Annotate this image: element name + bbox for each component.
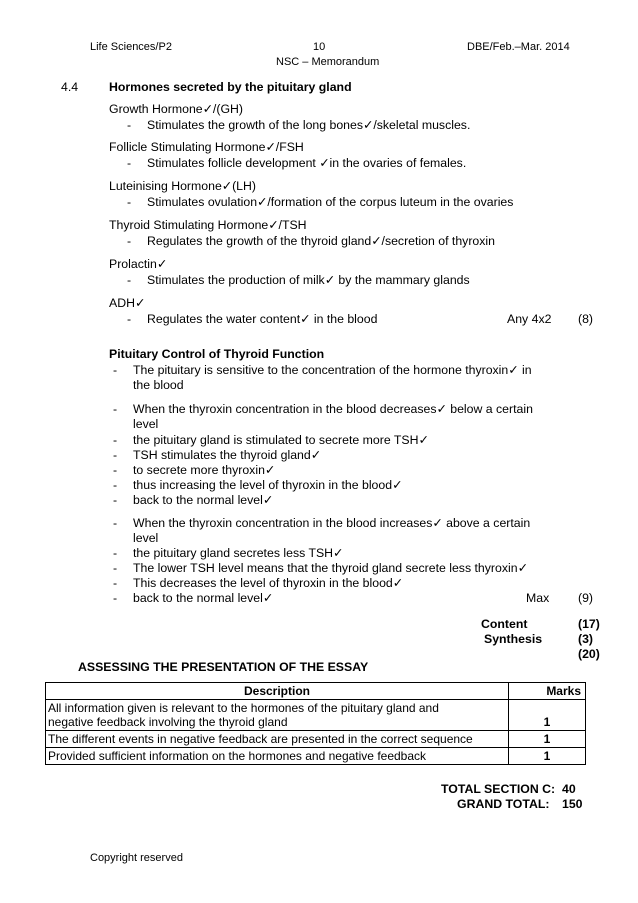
hormone-prolactin-desc: Stimulates the production of milk✓ by the mammary glands <box>147 273 470 287</box>
header-memorandum: NSC – Memorandum <box>276 56 380 68</box>
any-4x2: Any 4x2 <box>507 312 552 326</box>
control-point-11: This decreases the level of thyroxin in the blood✓ <box>133 576 404 590</box>
control-point-1-cont: the blood <box>133 378 184 392</box>
control-point-3: the pituitary gland is stimulated to secrete more TSH✓ <box>133 433 429 447</box>
dash: - <box>127 234 132 248</box>
hormone-gh-desc: Stimulates the growth of the long bones✓/skeletal muscles. <box>147 118 471 132</box>
row-1-desc: All information given is relevant to the hormones of the pituitary gland and <box>48 701 439 715</box>
row-3-mark: 1 <box>509 748 586 765</box>
dash: - <box>113 561 118 575</box>
dash: - <box>113 363 118 377</box>
control-point-12: back to the normal level✓ <box>133 591 274 605</box>
hormone-gh: Growth Hormone✓/(GH) <box>109 102 243 116</box>
control-point-8: When the thyroxin concentration in the blood increases✓ above a certain <box>133 516 531 530</box>
col-description: Description <box>46 683 509 700</box>
dash: - <box>127 195 132 209</box>
hormone-tsh-desc: Regulates the growth of the thyroid gland✓/secretion of thyroxin <box>147 234 495 248</box>
question-number: 4.4 <box>61 80 79 94</box>
max-label: Max <box>526 591 550 605</box>
sum-value: (20) <box>578 647 600 661</box>
row-2-desc: The different events in negative feedback are presented in the correct sequence <box>46 731 509 748</box>
assessment-table <box>45 682 586 765</box>
row-2-mark: 1 <box>509 731 586 748</box>
dash: - <box>113 516 118 530</box>
row-1-mark: 1 <box>509 700 586 731</box>
dash: - <box>113 463 118 477</box>
hormone-tsh: Thyroid Stimulating Hormone✓/TSH <box>109 218 307 232</box>
mark-8: (8) <box>578 312 594 326</box>
dash: - <box>113 493 118 507</box>
dash: - <box>113 576 118 590</box>
table-row <box>46 748 586 765</box>
control-point-6: thus increasing the level of thyroxin in the blood✓ <box>133 478 403 492</box>
content-value: (17) <box>578 617 600 631</box>
grand-total-label: GRAND TOTAL: <box>457 797 550 811</box>
header-exam-date: DBE/Feb.–Mar. 2014 <box>467 41 570 53</box>
control-point-5: to secrete more thyroxin✓ <box>133 463 276 477</box>
mark-9: (9) <box>578 591 594 605</box>
control-point-2-cont: level <box>133 417 159 431</box>
hormone-lh-desc: Stimulates ovulation✓/formation of the corpus luteum in the ovaries <box>147 195 514 209</box>
table-header-row <box>46 683 586 700</box>
dash: - <box>127 118 132 132</box>
synthesis-label: Synthesis <box>484 632 543 646</box>
dash: - <box>127 156 132 170</box>
table-row <box>46 731 586 748</box>
dash: - <box>113 478 118 492</box>
hormone-adh-desc: Regulates the water content✓ in the blood <box>147 312 378 326</box>
dash: - <box>113 402 118 416</box>
control-point-4: TSH stimulates the thyroid gland✓ <box>133 448 322 462</box>
content-label: Content <box>481 617 528 631</box>
control-point-2: When the thyroxin concentration in the blood decreases✓ below a certain <box>133 402 533 416</box>
section-total-label: TOTAL SECTION C: <box>441 782 556 796</box>
control-point-10: The lower TSH level means that the thyroid gland secrete less thyroxin✓ <box>133 561 528 575</box>
control-point-9: the pituitary gland secretes less TSH✓ <box>133 546 344 560</box>
hormone-fsh-desc: Stimulates follicle development ✓in the ovaries of females. <box>147 156 467 170</box>
section-total-value: 40 <box>562 782 576 796</box>
row-1-desc-cont: negative feedback involving the thyroid gland <box>48 715 288 729</box>
hormone-prolactin: Prolactin✓ <box>109 257 168 271</box>
dash: - <box>113 433 118 447</box>
page-number: 10 <box>313 41 326 53</box>
header-subject: Life Sciences/P2 <box>90 41 172 53</box>
hormone-lh: Luteinising Hormone✓(LH) <box>109 179 256 193</box>
col-marks: Marks <box>509 683 586 700</box>
grand-total-value: 150 <box>562 797 583 811</box>
footer-copyright: Copyright reserved <box>90 852 183 864</box>
dash: - <box>113 448 118 462</box>
hormone-adh: ADH✓ <box>109 296 146 310</box>
table-row <box>46 700 586 731</box>
dash: - <box>113 591 118 605</box>
assess-title: ASSESSING THE PRESENTATION OF THE ESSAY <box>78 660 369 674</box>
control-point-7: back to the normal level✓ <box>133 493 274 507</box>
dash: - <box>127 273 132 287</box>
hormone-fsh: Follicle Stimulating Hormone✓/FSH <box>109 140 304 154</box>
dash: - <box>113 546 118 560</box>
control-point-8-cont: level <box>133 531 159 545</box>
question-title: Hormones secreted by the pituitary gland <box>109 80 352 94</box>
control-point-1: The pituitary is sensitive to the concentration of the hormone thyroxin✓ in <box>133 363 532 377</box>
dash: - <box>127 312 132 326</box>
control-title: Pituitary Control of Thyroid Function <box>109 347 325 361</box>
synthesis-value: (3) <box>578 632 594 646</box>
row-3-desc: Provided sufficient information on the hormones and negative feedback <box>46 748 509 765</box>
